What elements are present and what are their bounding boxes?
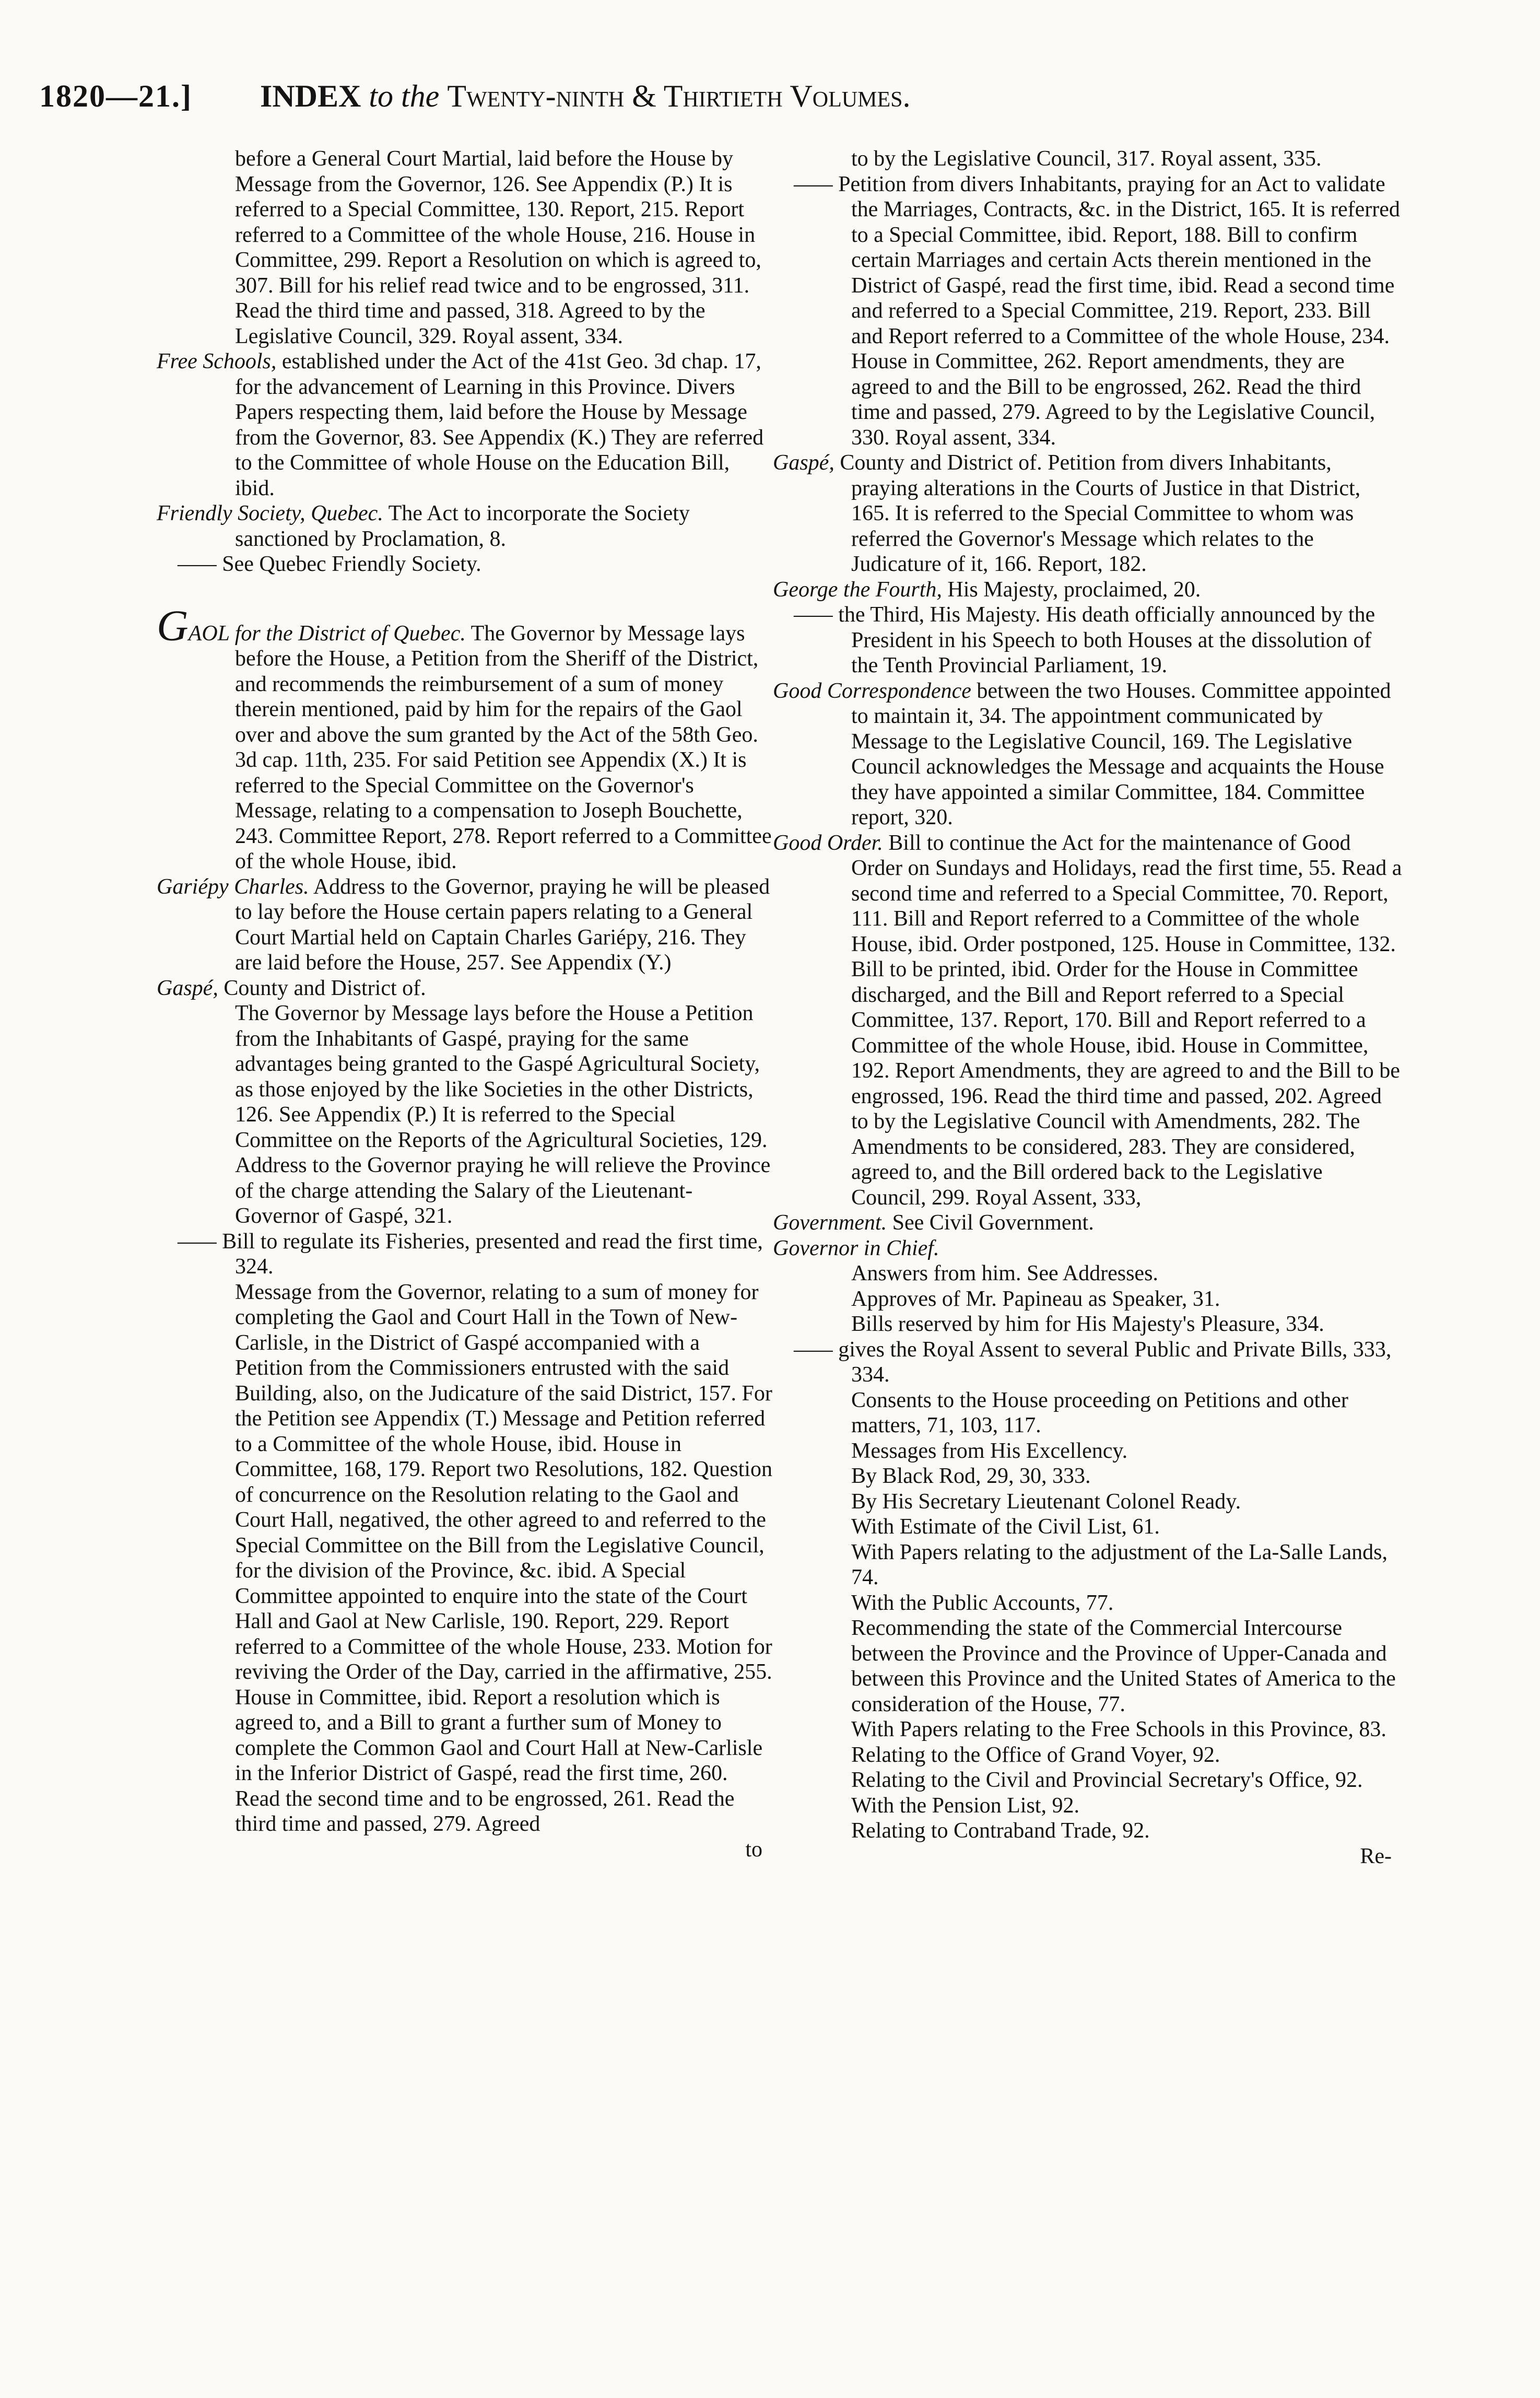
index-entry [773,1464,1402,1489]
header-title-the: the [401,79,440,113]
entry-text: The Governor by Message lays before the House a Petition from the Inhabitants of Gaspé, praying for the same advantages being granted to the Gaspé Agricultural Society, as those enjoyed by the like Societies in the other Districts, 126. See Appendix (P.) It is referred to the Special Committee on the Reports of the Agricultural Societies, 129. Address to the Governor praying he will relieve the Province of the charge attending the Salary of the Lieutenant-Governor of Gaspé, 321. [235,1001,771,1228]
index-entry [157,1229,773,1280]
entry-text: By His Secretary Lieutenant Colonel Ready. [851,1489,1241,1514]
catchword [157,1837,773,1863]
entry-text: With Papers relating to the adjustment of the La-Salle Lands, 74. [851,1540,1388,1589]
section-initial: G [157,601,189,650]
entry-text: By Black Rod, 29, 30, 333. [851,1464,1091,1488]
entry-heading: —— [178,552,217,576]
catchword [773,1844,1402,1869]
index-entry [773,1717,1402,1742]
entry-text: The Act to incorporate the Society sanctioned by Proclamation, 8. [235,501,690,551]
index-entry [773,1590,1402,1616]
entry-text: Bills reserved by him for His Majesty's Pleasure, 334. [851,1312,1324,1336]
entry-text: Petition from divers Inhabitants, praying for an Act to validate the Marriages, Contracts, &c. in the District, 165. It is referred to a Special Committee, ibid. Report, 188. Bill to confirm certain Marriages and certain Acts therein mentioned in the District of Gaspé, read the first time, ibid. Read a second time and referred to a Special Committee, 219. Report, 233. Bill and Report referred to a Committee of the whole House, 234. House in Committee, 262. Report amendments, they are agreed to and the Bill to be engrossed, 262. Read the third time and passed, 279. Agreed to by the Legislative Council, 330. Royal assent, 334. [832,172,1400,450]
catchword-text: Re- [1360,1844,1392,1868]
index-entry [157,874,773,976]
index-entry [773,1793,1402,1819]
index-entry [773,1337,1402,1388]
entry-heading: George the Fourth, [773,577,942,602]
entry-text: Bill to regulate its Fisheries, presented and read the first time, 324. [216,1229,763,1279]
entry-text: With the Public Accounts, 77. [851,1590,1114,1615]
entry-text: Relating to the Civil and Provincial Secretary's Office, 92. [851,1768,1363,1792]
entry-heading: Gaspé, [773,451,834,475]
entry-text: the Third, His Majesty. His death officially announced by the President in his Speech to both Houses at the dissolution of the Tenth Provincial Parliament, 19. [832,603,1376,677]
entry-heading: —— [178,1229,217,1254]
entry-text: The Governor by Message lays before the House, a Petition from the Sheriff of the District, and recommends the reimbursement of a sum of money therein mentioned, paid by him for the repairs of the Gaol over and above the sum granted by the Act of the 58th Geo. 3d cap. 11th, 235. For said Petition see Appendix (X.) It is referred to the Special Committee on the Governor's Message, relating to a compensation to Joseph Bouchette, 243. Committee Report, 278. Report referred to a Committee of the whole House, ibid. [235,621,772,873]
entry-heading: —— [794,172,833,196]
entry-text: Message from the Governor, relating to a sum of money for completing the Gaol and Court Hall in the Town of New-Carlisle, in the District of Gaspé accompanied with a Petition from the Commissioners entrusted with the said Building, also, on the Judicature of the said District, 157. For the Petition see Appendix (T.) Message and Petition referred to a Committee of the whole House, ibid. House in Committee, 168, 179. Report two Resolutions, 182. Question of concurrence on the Resolution relating to the Gaol and Court Hall, negatived, the other agreed to and referred to the Special Committee on the Bill from the Legislative Council, for the division of the Province, &c. ibid. A Special Committee appointed to enquire into the state of the Court Hall and Gaol at New Carlisle, 190. Report, 229. Report referred to a Committee of the whole House, 233. Motion for reviving the Order of the Day, carried in the affirmative, 255. House in Committee, ibid. Report a resolution which is agreed to, and a Bill to grant a further sum of Money to complete the Common Gaol and Court Hall at New-Carlisle in the Inferior District of Gaspé, read the first time, 260. Read the second time and to be engrossed, 261. Read the third time and passed, 279. Agreed [235,1280,772,1836]
catchword-text: to [745,1837,762,1862]
index-entry [773,1210,1402,1236]
index-column-left [157,146,773,1862]
index-entry [773,1540,1402,1590]
entry-text: established under the Act of the 41st Geo. 3d chap. 17, for the advancement of Learning in this Province. Divers Papers respecting them, laid before the House by Message from the Governor, 83. See Appendix (K.) They are referred to the Committee of whole House on the Education Bill, ibid. [235,349,764,500]
entry-text: Consents to the House proceeding on Petitions and other matters, 71, 103, 117. [851,1388,1348,1437]
entry-text: before a General Court Martial, laid before the House by Message from the Governor, 126. See Appendix (P.) It is referred to a Special Committee, 130. Report, 215. Report referred to a Committee of the whole House, 216. House in Committee, 299. Report a Resolution on which is agreed to, 307. Bill for his relief read twice and to be engrossed, 311. Read the third time and passed, 318. Agreed to by the Legislative Council, 329. Royal assent, 334. [235,147,761,348]
index-entry [773,1438,1402,1464]
index-entry [773,602,1402,679]
entry-text: County and District of. Petition from divers Inhabitants, praying alterations in the Courts of Justice in that District, 165. It is referred to the Special Committee to whom was referred the Governor's Message which relates to the Judicature of it, 166. Report, 182. [834,451,1361,576]
index-entry [773,1742,1402,1768]
entry-text: gives the Royal Assent to several Public and Private Bills, 333, 334. [832,1337,1392,1387]
header-title-to: to [369,79,394,113]
entry-heading: Government. [773,1211,887,1235]
entry-text: See Civil Government. [887,1211,1094,1235]
header-title [260,78,910,114]
entry-text: Answers from him. See Addresses. [851,1261,1158,1285]
index-entry [773,1818,1402,1844]
entry-text: Bill to continue the Act for the maintenance of Good Order on Sundays and Holidays, read the first time, 55. Read a second time and referred to a Special Committee, 70. Report, 111. Bill and Report referred to a Committee of the whole House, ibid. Order postponed, 125. House in Committee, 132. Bill to be printed, ibid. Order for the House in Committee discharged, and the Bill and Report referred to a Special Committee, 137. Report, 170. Bill and Report referred to a Committee of the whole House, ibid. House in Committee, 192. Report Amendments, they are agreed to and the Bill to be engrossed, 196. Read the third time and passed, 202. Agreed to by the Legislative Council with Amendments, 282. The Amendments to be considered, 283. They are considered, agreed to, and the Bill ordered back to the Legislative Council, 299. Royal Assent, 333, [851,830,1402,1210]
index-entry [773,1489,1402,1515]
entry-text: to by the Legislative Council, 317. Royal assent, 335. [851,147,1322,171]
entry-heading: Good Correspondence [773,679,971,703]
index-entry [157,976,773,1001]
index-entry [157,552,773,577]
index-entry [773,450,1402,577]
entry-text: See Quebec Friendly Society. [216,552,481,576]
entry-heading: —— [794,603,833,627]
entry-text: Recommending the state of the Commercial Intercourse between the Province and the Province of Upper-Canada and between this Province and the United States of America to the consideration of the House, 77. [851,1616,1396,1716]
index-entry [773,577,1402,603]
index-entry [773,1312,1402,1337]
running-header [39,78,1460,114]
index-entry [157,601,773,874]
index-entry [773,172,1402,451]
index-entry [157,1001,773,1229]
index-entry [773,679,1402,830]
entry-text: Approves of Mr. Papineau as Speaker, 31. [851,1286,1220,1311]
index-entry [157,349,773,501]
index-entry [773,1261,1402,1286]
entry-heading: AOL for the District of Quebec. [188,621,466,646]
index-entry [157,146,773,349]
index-column-right [773,146,1402,1869]
entry-heading: —— [794,1337,833,1362]
index-entry [157,1280,773,1837]
entry-text: With Estimate of the Civil List, 61. [851,1515,1160,1539]
entry-text: Relating to the Office of Grand Voyer, 92. [851,1742,1220,1767]
header-title-index: INDEX [260,79,361,113]
entry-heading: Good Order. [773,830,883,855]
entry-heading: Gariépy Charles. [157,874,309,899]
entry-text: His Majesty, proclaimed, 20. [942,577,1201,602]
entry-text: between the two Houses. Committee appointed to maintain it, 34. The appointment communicated by Message to the Legislative Council, 169. The Legislative Council acknowledges the Message and acquaints the House they have appointed a similar Committee, 184. Committee report, 320. [851,679,1391,829]
entry-text: Address to the Governor, praying he will be pleased to lay before the House certain papers relating to a General Court Martial held on Captain Charles Gariépy, 216. They are laid before the House, 257. See Appendix (Y.) [235,874,770,975]
index-entry [773,1616,1402,1717]
index-entry [157,501,773,552]
entry-text: Messages from His Excellency. [851,1438,1128,1463]
entry-heading: Friendly Society, Quebec. [157,501,383,525]
entry-text: With the Pension List, 92. [851,1793,1079,1818]
entry-text: Relating to Contraband Trade, 92. [851,1819,1150,1843]
header-title-volumes: Twenty-ninth & Thirtieth Volumes. [447,79,911,113]
entry-heading: Governor in Chief. [773,1236,939,1260]
entry-text: County and District of. [218,976,426,1000]
index-entry [773,146,1402,172]
index-entry [773,1388,1402,1438]
index-entry [773,1768,1402,1793]
index-entry [773,1236,1402,1261]
index-entry [773,1286,1402,1312]
entry-text: With Papers relating to the Free Schools in this Province, 83. [851,1717,1386,1741]
index-entry [773,830,1402,1211]
entry-heading: Free Schools, [157,349,277,373]
header-year: 1820—21.] [39,79,192,113]
section-gap [157,577,773,614]
entry-heading: Gaspé, [157,976,218,1000]
index-entry [773,1514,1402,1540]
